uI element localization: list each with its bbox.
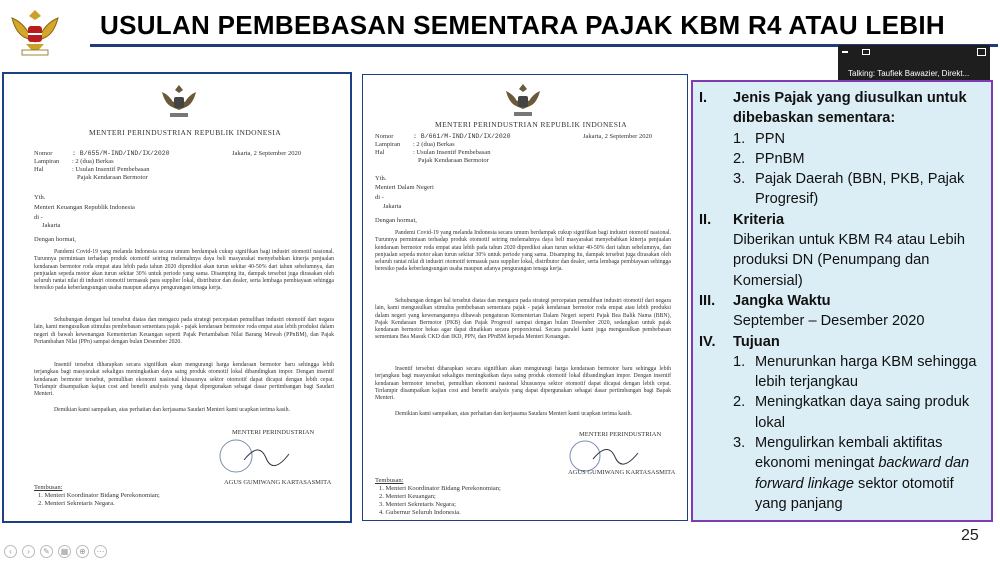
expand-icon[interactable] xyxy=(977,48,986,56)
signer-name: AGUS GUMIWANG KARTASASMITA xyxy=(224,479,332,486)
item-text: PPN xyxy=(755,130,786,147)
hal-value-1: : Usulan Insentif Pembebasan xyxy=(72,166,150,173)
item-number: 2. xyxy=(733,394,746,411)
item-number: 3. xyxy=(733,435,746,452)
letter-header: MENTERI PERINDUSTRIAN REPUBLIK INDONESIA xyxy=(89,128,282,137)
paragraph-1: Pandemi Covid-19 yang melanda Indonesia secara umum berdampak cukup signifikan bagi industri otomotif nasional. Turunnya permintaan terhadap produk otomotif seiring melemahnya daya beli masyarakat menyebabkan kinerja penjualan kendaraan bermotor roda empat atau lebih pada tahun 2020 diprediksi akan turun sekitar 40-50% dari tahun sebelumnya, dan penjualan sepeda motor akan turun sekitar 30% untuk periode yang sama. Disamping itu, dampak tersebut juga dirasakan oleh seluruh rantai nilai di industri otomotif termasuk para supplier lokal, distributor dan dealer, serta lembaga pembiayaan sehingga beresiko pada keberlangsungan usaha maupun adanya pengurangan tenaga kerja. xyxy=(375,230,671,273)
lampiran-label: Lampiran xyxy=(34,158,60,165)
yth: Yth. xyxy=(34,194,46,201)
paragraph-1: Pandemi Covid-19 yang melanda Indonesia secara umum berdampak cukup signifikan bagi industri otomotif nasional. Turunnya permintaan terhadap produk otomotif seiring melemahnya daya beli masyarakat menyebabkan kinerja penjualan kendaraan bermotor roda empat atau lebih pada tahun 2020 diprediksi akan turun sekitar 40-50% dari tahun sebelumnya, dan penjualan sepeda motor akan turun sekitar 30% untuk periode yang sama. Disamping itu, dampak tersebut juga dirasakan oleh seluruh rantai nilai di industri otomotif termasuk para supplier lokal, distributor dan dealer, serta lembaga pembiayaan sehingga beresiko pada keberlangsungan usaha maupun adanya pengurangan tenaga kerja. xyxy=(34,249,334,292)
item-number: 1. xyxy=(733,353,746,370)
di: di - xyxy=(375,194,384,201)
greeting: Dengan hormat, xyxy=(375,217,417,224)
tembusan-label: Tembusan: xyxy=(34,484,63,491)
nomor-label: Nomor xyxy=(34,150,53,157)
yth: Yth. xyxy=(375,175,387,182)
section-tujuan xyxy=(699,332,989,352)
slide-title: USULAN PEMBEBASAN SEMENTARA PAJAK KBM R4 ATAU LEBIH xyxy=(100,10,945,40)
section-description: Diberikan untuk KBM R4 atau Lebih produksi DN (Penumpang dan Komersial) xyxy=(733,232,966,289)
paragraph-2: Sehubungan dengan hal tersebut diatas dan mengacu pada strategi percepatan pemulihan industri otomotif dari negara lain, kami mengusulkan stimulus pembebasan sementara pajak - pajak kendaraan bermotor roda empat atau lebih produksi dalam negeri yang kewenangannya dibawah pengaturan Kementerian Dalam Negeri seperti Pajak Bea Balik Nama (BBN), Pajak Kendaraan Bermotor (PKB) dan Pajak Progresif sampai dengan bulan Desember 2020, sedangkan untuk pajak kendaraan bermotor bekas agar dapat dinaikkan secara proporsional. Secara paralel kami juga mengusulkan pembebasan sementara Bea Masuk CKD dan IKD, PPN, dan PPnBM kepada Menteri Keuangan. xyxy=(375,298,671,341)
nomor-value: : B/661/M-IND/IND/IX/2020 xyxy=(413,133,511,140)
item-text-part: sektor otomotif yang panjang xyxy=(755,475,954,512)
section-number: II. xyxy=(699,211,712,228)
letter-document-1 xyxy=(2,72,352,523)
item-text xyxy=(755,433,989,514)
signer-title: MENTERI PERINDUSTRIAN xyxy=(579,431,662,438)
cc-item: 2. Menteri Keuangan; xyxy=(379,493,436,500)
greeting: Dengan hormat, xyxy=(34,236,76,243)
item-number: 2. xyxy=(733,150,746,167)
slide-nav-controls[interactable] xyxy=(4,545,107,558)
section-number: III. xyxy=(699,292,716,309)
item-text-italic: backward dan forward linkage xyxy=(755,455,970,492)
hal-value-2: Pajak Kendaraan Bermotor xyxy=(77,174,148,181)
list-item xyxy=(699,129,989,149)
section-title: Jenis Pajak yang diusulkan untuk dibebaskan sementara: xyxy=(733,90,967,127)
cc-item: 3. Menteri Sekretaris Negara; xyxy=(379,501,456,508)
tembusan-label: Tembusan: xyxy=(375,477,404,484)
section-jangka-waktu xyxy=(699,291,989,311)
list-item xyxy=(699,149,989,169)
cc-item: 4. Gubernur Seluruh Indonesia. xyxy=(379,509,461,516)
letter-header: MENTERI PERINDUSTRIAN REPUBLIK INDONESIA xyxy=(435,120,628,129)
recipient: Menteri Dalam Negeri xyxy=(375,184,434,191)
video-icon[interactable] xyxy=(862,49,870,55)
hal-label: Hal xyxy=(34,166,44,173)
hal-label: Hal xyxy=(375,149,385,156)
item-number: 3. xyxy=(733,171,746,188)
summary-panel xyxy=(691,80,993,522)
recipient: Menteri Keuangan Republik Indonesia xyxy=(34,204,135,211)
item-text: Pajak Daerah (BBN, PKB, Pajak Progresif) xyxy=(755,171,965,208)
more-icon[interactable]: ⋯ xyxy=(94,545,107,558)
list-item xyxy=(699,392,989,433)
signer-name: AGUS GUMIWANG KARTASASMITA xyxy=(568,469,676,476)
item-text: Menurunkan harga KBM sehingga lebih terjangkau xyxy=(755,353,977,391)
place: Jakarta xyxy=(42,222,61,229)
letter-date: Jakarta, 2 September 2020 xyxy=(232,150,301,157)
section-number: IV. xyxy=(699,333,716,350)
letter-date: Jakarta, 2 September 2020 xyxy=(583,133,652,140)
section-title: Kriteria xyxy=(733,211,785,228)
hal-value-1: : Usulan Insentif Pembebasan xyxy=(413,149,491,156)
cc-item: 1. Menteri Koordinator Bidang Perekonomian; xyxy=(38,492,160,499)
cc-item: 2. Menteri Sekretaris Negara. xyxy=(38,500,115,507)
nomor-label: Nomor xyxy=(375,133,394,140)
section-number: I. xyxy=(699,90,708,106)
section-jenis-pajak xyxy=(699,88,989,129)
garuda-crest-icon xyxy=(159,82,199,120)
section-description: September – Desember 2020 xyxy=(733,313,925,330)
di: di - xyxy=(34,214,43,221)
grid-icon[interactable]: ▦ xyxy=(58,545,71,558)
signer-title: MENTERI PERINDUSTRIAN xyxy=(232,429,315,436)
list-item xyxy=(699,352,989,393)
item-number: 1. xyxy=(733,130,746,147)
list-item xyxy=(699,433,989,514)
item-text: PPnBM xyxy=(755,150,805,167)
section-title: Tujuan xyxy=(733,333,780,350)
section-title: Jangka Waktu xyxy=(733,292,831,309)
signature-stamp xyxy=(214,436,294,476)
lampiran-value: : 2 (dua) Berkas xyxy=(72,158,114,165)
lampiran-value: : 2 (dua) Berkas xyxy=(413,141,455,148)
item-text-part: Mengulirkan kembali aktifitas ekonomi meningat xyxy=(755,435,943,472)
paragraph-3: Insentif tersebut diharapkan secara signifikan akan mengurangi harga kendaraan bermotor baru sehingga lebih terjangkau bagi masyarakat sekaligus meningkatkan daya saing produk otomotif lokal dibandingkan impor. Dengan insentif kendaraan bermotor tersebut, pemulihan ekonomi nasional khususnya sektor otomotif dapat dicapai dengan lebih cepat. Terlampir disampaikan kajian cost and benefit analysis yang dapat dipergunakan sebagai dasar pertimbangan bagi Saudari Menteri. xyxy=(34,362,334,398)
lampiran-label: Lampiran xyxy=(375,141,401,148)
talking-indicator: Talking: Taufiek Bawazier, Direkt... xyxy=(848,69,970,78)
minimize-icon[interactable] xyxy=(842,51,848,53)
paragraph-4: Demikian kami sampaikan, atas perhatian dan kerjasama Saudara Menteri kami ucapkan terima kasih. xyxy=(395,411,632,417)
next-slide-icon[interactable]: › xyxy=(22,545,35,558)
nomor-value: : B/655/M-IND/IND/IX/2020 xyxy=(72,150,170,157)
list-item xyxy=(699,169,989,210)
paragraph-4: Demikian kami sampaikan, atas perhatian dan kerjasama Saudari Menteri kami ucapkan terima kasih. xyxy=(54,407,290,413)
place: Jakarta xyxy=(383,203,402,210)
cc-item: 1. Menteri Koordinator Bidang Perekonomian; xyxy=(379,485,501,492)
paragraph-3: Insentif tersebut diharapkan secara signifikan akan mengurangi harga kendaraan bermotor baru sehingga lebih terjangkau bagi masyarakat sekaligus meningkatkan daya saing produk otomotif lokal dibandingkan impor. Dengan insentif kendaraan bermotor tersebut, pemulihan ekonomi nasional khususnya sektor otomotif dapat dicapai dengan lebih cepat. Terlampir disampaikan kajian cost and benefit analysis yang dapat dipergunakan sebagai dasar pertimbangan bagi Bapak Menteri. xyxy=(375,366,671,402)
pen-icon[interactable]: ✎ xyxy=(40,545,53,558)
letter-document-2 xyxy=(362,74,688,521)
item-text: Meningkatkan daya saing produk lokal xyxy=(755,394,970,431)
garuda-crest-icon xyxy=(503,81,543,119)
garuda-logo xyxy=(8,4,62,58)
page-number: 25 xyxy=(961,527,979,544)
zoom-icon[interactable]: ⊕ xyxy=(76,545,89,558)
paragraph-2: Sehubungan dengan hal tersebut diatas dan mengacu pada strategi percepatan pemulihan industri otomotif dari negara lain, kami mengusulkan stimulus pembebasan sementara pajak - pajak kendaraan bermotor roda empat atau lebih produksi dalam negeri di bawah kewenangan Kementerian Keuangan seperti Pajak Pertambahan Nilai Barang Mewah (PPnBM), dan Pajak Pertambahan Nilai (PPn) sampai dengan bulan Desember 2020. xyxy=(34,317,334,345)
hal-value-2: Pajak Kendaraan Bermotor xyxy=(418,157,489,164)
section-kriteria xyxy=(699,210,989,230)
prev-slide-icon[interactable]: ‹ xyxy=(4,545,17,558)
